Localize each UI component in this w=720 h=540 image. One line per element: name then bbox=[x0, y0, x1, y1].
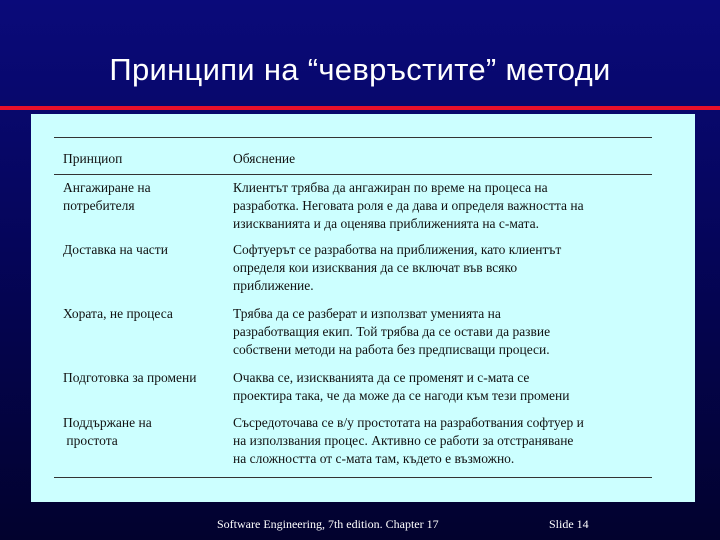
explanation-incremental-delivery: Софтуерът се разработва на приближения, като клиентът определя кои изисквания да се включат във всяко приближение. bbox=[233, 242, 562, 293]
header-principle: Принциоп bbox=[63, 151, 123, 166]
table-bottom-rule bbox=[54, 477, 652, 478]
principle-user-involvement: Ангажиране на потребителя bbox=[63, 180, 151, 213]
explanation-user-involvement: Клиентът трябва да ангажиран по време на процеса на разработка. Неговата роля е да дава и определя важността на изискванията и да оценява приближенията на с-мата. bbox=[233, 180, 584, 231]
principle-embrace-change: Подготовка за промени bbox=[63, 370, 197, 385]
principle-maintain-simplicity: Поддържане на простота bbox=[63, 415, 152, 448]
explanation-embrace-change: Очаква се, изискванията да се променят и с-мата се проектира така, че да може да се нагоди към тези промени bbox=[233, 370, 570, 403]
explanation-maintain-simplicity: Съсредоточава се в/у простотата на разработвания софтуер и на използвания процес. Активно се работи за отстраняване на сложността от с-мата там, където е възможно. bbox=[233, 415, 584, 466]
footer-slide-number: Slide 14 bbox=[549, 517, 589, 531]
header-explanation: Обяснение bbox=[233, 151, 296, 166]
title-underline bbox=[0, 106, 720, 110]
explanation-people-not-process: Трябва да се разберат и използват уменията на разработващия екип. Той трябва да се остави да развие собствени методи на работа без предписващи процеси. bbox=[233, 306, 551, 357]
principle-incremental-delivery: Доставка на части bbox=[63, 242, 168, 257]
slide-title: Принципи на “чевръстите” методи bbox=[109, 52, 611, 87]
table-header-rule bbox=[54, 174, 652, 175]
table-top-rule bbox=[54, 137, 652, 138]
content-panel bbox=[31, 114, 695, 502]
footer-book-title: Software Engineering, 7th edition. Chapter 17 bbox=[217, 517, 439, 531]
principle-people-not-process: Хората, не процеса bbox=[63, 306, 173, 321]
